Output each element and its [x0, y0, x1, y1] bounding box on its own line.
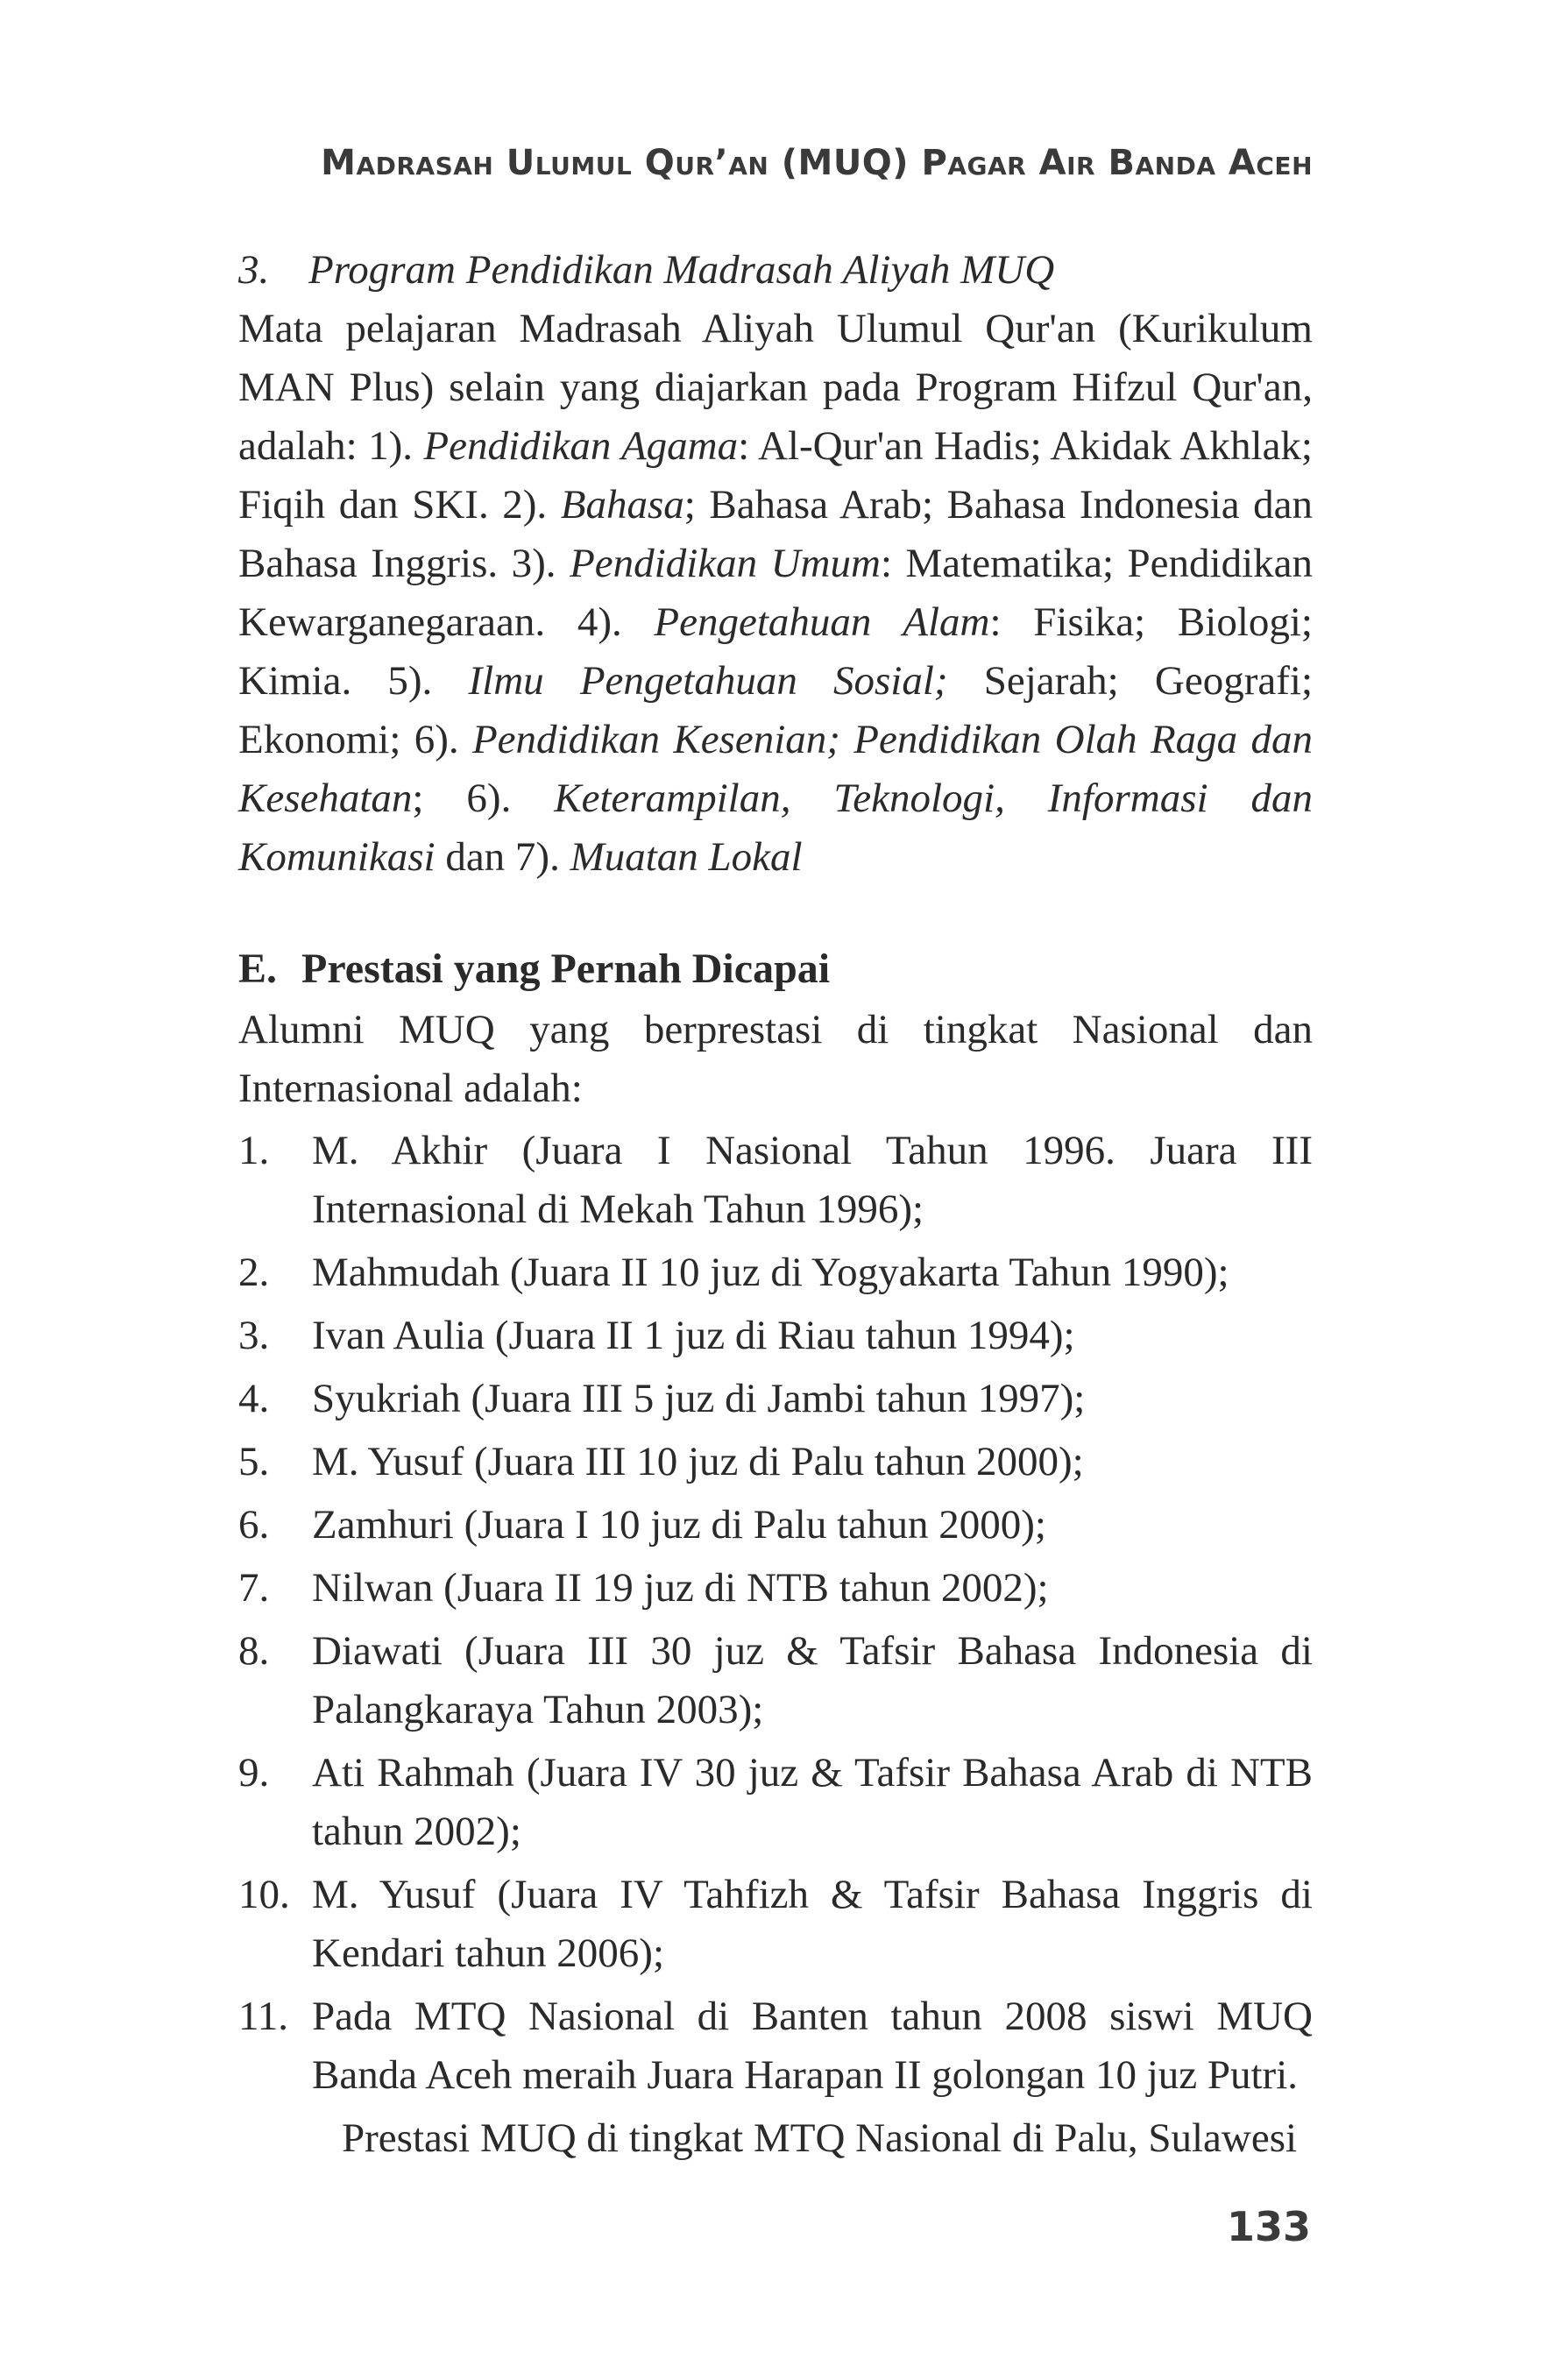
list-item-number: 2.	[238, 1250, 270, 1295]
running-header: Madrasah Ulumul Qur’an (MUQ) Pagar Air Banda Aceh	[321, 143, 1313, 183]
emphasis-text: Muatan Lokal	[570, 834, 803, 880]
list-item	[238, 1433, 1313, 1491]
section-title: Prestasi yang Pernah Dicapai	[301, 946, 831, 992]
emphasis-text: Pendidikan Umum	[570, 541, 881, 586]
section-intro: Alumni MUQ yang berprestasi di tingkat Nasional dan Internasional adalah:	[238, 1007, 1313, 1111]
paragraph-text: : Matematika; Pendidikan Kewarganegaraan. 4).	[238, 541, 1314, 645]
list-item-text: Mahmudah (Juara II 10 juz di Yogyakarta Tahun 1990);	[312, 1250, 1229, 1295]
list-item-number: 11.	[238, 1994, 289, 2039]
list-item-number: 8.	[238, 1628, 270, 1674]
list-item	[238, 1987, 1313, 2105]
list-item-text: Diawati (Juara III 30 juz & Tafsir Bahasa Indonesia di Palangkaraya Tahun 2003);	[312, 1628, 1313, 1732]
closing-paragraph: Prestasi MUQ di tingkat MTQ Nasional di Palu, Sulawesi	[342, 2115, 1298, 2161]
list-item-text: Nilwan (Juara II 19 juz di NTB tahun 2002);	[312, 1565, 1049, 1611]
list-item-number: 10.	[238, 1872, 290, 1917]
section-heading	[238, 938, 1313, 1001]
subsection-title-text: Program Pendidikan Madrasah Aliyah MUQ	[308, 247, 1055, 293]
subsection-paragraph	[238, 300, 1313, 887]
list-item-number: 6.	[238, 1502, 270, 1548]
list-item	[238, 1559, 1313, 1618]
emphasis-text: Pendidikan Agama	[423, 423, 739, 469]
list-item-text: Ati Rahmah (Juara IV 30 juz & Tafsir Bahasa Arab di NTB tahun 2002);	[312, 1750, 1313, 1854]
emphasis-text: Pendidikan Kesenian; Pendidikan Olah Raga dan Kesehatan	[238, 717, 1314, 821]
paragraph-text: Mata pelajaran Madrasah Aliyah Ulumul Qur'an (Kurikulum MAN Plus) selain yang diajarkan pada Program Hifzul Qur'an, adalah: 1).	[238, 306, 1313, 469]
list-item-text: M. Yusuf (Juara IV Tahfizh & Tafsir Bahasa Inggris di Kendari tahun 2006);	[312, 1872, 1313, 1976]
emphasis-text: Keterampilan, Teknologi, Informasi dan Komunikasi	[238, 776, 1313, 880]
list-item	[238, 1866, 1313, 1983]
list-item-text: M. Yusuf (Juara III 10 juz di Palu tahun 2000);	[312, 1439, 1084, 1484]
list-item	[238, 1307, 1313, 1365]
list-item-text: Ivan Aulia (Juara II 1 juz di Riau tahun 1994);	[312, 1313, 1075, 1358]
paragraph-text: : Al-Qur'an Hadis; Akidak Akhlak; Fiqih dan SKI. 2).	[238, 423, 1313, 528]
page-number: 133	[1226, 2203, 1311, 2250]
subsection-title	[238, 241, 1313, 300]
list-item-text: Zamhuri (Juara I 10 juz di Palu tahun 2000);	[312, 1502, 1046, 1548]
list-item-text: Pada MTQ Nasional di Banten tahun 2008 siswi MUQ Banda Aceh meraih Juara Harapan II golongan 10 juz Putri.	[312, 1994, 1313, 2098]
list-item-number: 7.	[238, 1565, 270, 1611]
paragraph-text: ; Bahasa Arab; Bahasa Indonesia dan Bahasa Inggris. 3).	[238, 482, 1314, 586]
emphasis-text: Bahasa	[560, 482, 684, 528]
paragraph-text: ; 6).	[412, 776, 512, 821]
list-item-text: Syukriah (Juara III 5 juz di Jambi tahun 1997);	[312, 1376, 1086, 1421]
list-item	[238, 1370, 1313, 1428]
paragraph-text: dan 7).	[445, 834, 560, 880]
list-item-number: 4.	[238, 1376, 270, 1421]
list-item	[238, 1243, 1313, 1302]
list-item-number: 1.	[238, 1128, 270, 1173]
paragraph-text: Sejarah; Geografi; Ekonomi; 6).	[238, 658, 1314, 762]
paragraph-text: : Fisika; Biologi; Kimia. 5).	[238, 599, 1313, 704]
list-item	[238, 1496, 1313, 1555]
list-item-text: M. Akhir (Juara I Nasional Tahun 1996. Juara III Internasional di Mekah Tahun 1996);	[312, 1128, 1313, 1232]
list-item-number: 5.	[238, 1439, 270, 1484]
list-item-number: 9.	[238, 1750, 270, 1796]
subsection-number: 3.	[238, 247, 270, 293]
achievement-list	[238, 1122, 1313, 2105]
list-item	[238, 1122, 1313, 1239]
emphasis-text: Pengetahuan Alam	[654, 599, 990, 645]
section-number: E.	[238, 946, 278, 992]
page-content	[238, 241, 1313, 2168]
emphasis-text: Ilmu Pengetahuan Sosial;	[468, 658, 948, 704]
list-item	[238, 1622, 1313, 1739]
list-item-number: 3.	[238, 1313, 270, 1358]
list-item	[238, 1744, 1313, 1861]
